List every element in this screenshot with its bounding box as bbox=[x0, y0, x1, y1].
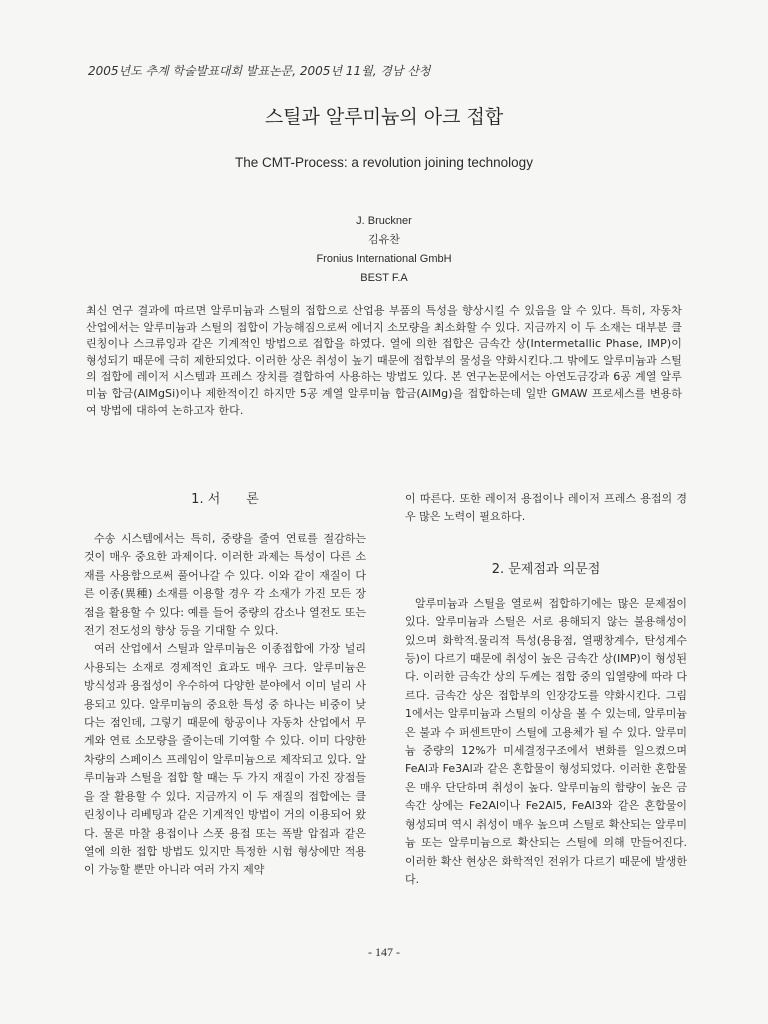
section2-paragraph: 알루미늄과 스틸을 열로써 접합하기에는 많은 문제점이 있다. 알루미늄과 스틸은 서로 용해되지 않는 불용해성이 있으며 화학적.물리적 특성(용융점, 열팽창계수, 탄성계수 등)이 다르기 때문에 취성이 높은 금속간 상(IMP)이 형성된다. 이러한 금속간 상의 두께는 접합 중의 입열량에 따라 다르다. 금속간 상은 접합부의 인장강도를 약화시킨다. 그림 1에서는 알루미늄과 스틸의 이상을 볼 수 있는데, 알루미늄은 불과 수 퍼센트만이 스틸에 고용체가 될 수 있다. 알루미늄 중량의 12%가 미세결정구조에서 변화를 일으켰으며 FeAl과 Fe3Al과 같은 혼합물이 형성되었다. 이러한 혼합물은 매우 단단하며 취성이 높다. 알루미늄의 함량이 높은 금속간 상에는 Fe2Al이나 Fe2Al5, FeAl3와 같은 혼합물이 형성되며 역시 취성이 매우 높으며 스틸로 확산되는 알루미늄 또는 알루미늄으로 확산되는 스틸에 의해 만들어진다. 이러한 확산 현상은 화학적인 전위가 다르기 때문에 발생한다. bbox=[405, 596, 687, 886]
section-heading-introduction: 1. 서 론 bbox=[191, 492, 259, 507]
author-block bbox=[0, 212, 768, 288]
section1-paragraph-1: 수송 시스템에서는 특히, 중량을 줄여 연료를 절감하는 것이 매우 중요한 과제이다. 이러한 과제는 특성이 다른 소재를 사용함으로써 풀어나갈 수 있다. 이와 같이 재질이 다른 이종(異種) 소재를 이용할 경우 각 소재가 가진 모든 장점을 활용할 수 있다: 예를 들어 중량의 감소나 열전도 또는 전기 전도성의 향상 등을 기대할 수 있다. bbox=[84, 532, 366, 638]
author-name-2: 김유찬 bbox=[368, 234, 400, 246]
right-column bbox=[405, 490, 687, 889]
affiliation-2: BEST F.A bbox=[360, 272, 408, 284]
abstract-text: 최신 연구 결과에 따르면 알루미늄과 스틸의 접합으로 산업용 부품의 특성을 향상시킬 수 있음을 알 수 있다. 특히, 자동차 산업에서는 알루미늄과 스틸의 접합이 가능해짐으로써 에너지 소모량을 최소화할 수 있다. 지금까지 이 두 소재는 대부분 클린칭이나 스크류잉과 같은 기계적인 방법으로 접합을 하였다. 열에 의한 접합은 금속간 상(Intermetallic Phase, IMP)이 형성되기 때문에 극히 제한되었다. 이러한 상은 취성이 높기 때문에 접합부의 물성을 약화시킨다.그 밖에도 알루미늄과 스틸의 접합에 레이저 시스템과 프레스 장치를 결합하여 사용하는 방법도 있다. 본 연구논문에서는 아연도금강과 6공 계열 알루미늄 합금(AlMgSi)이나 제한적이긴 하지만 5공 계열 알루미늄 합금(AlMg)을 접합하는데 일반 GMAW 프로세스를 변용하여 방법에 대하여 논하고자 한다. bbox=[86, 304, 682, 417]
section1-paragraph-2: 여러 산업에서 스틸과 알루미늄은 이종접합에 가장 널리 사용되는 소재로 경제적인 효과도 매우 크다. 알루미늄은 방식성과 용접성이 우수하여 다양한 분야에서 이미 널리 사용되고 있다. 알루미늄의 중요한 특성 중 하나는 비중이 낮다는 점인데, 그렇기 때문에 항공이나 자동차 산업에서 무게와 연료 소모량을 줄이는데 기여할 수 있다. 이미 다양한 차량의 스페이스 프레임이 알루미늄으로 제작되고 있다. 알루미늄과 스틸을 접합 할 때는 두 가지 재질이 가진 장점들을 잘 활용할 수 있다. 지금까지 이 두 재질의 접합에는 클린칭이나 리베팅과 같은 기계적인 방법이 거의 이용되어 왔다. 물론 마찰 용접이나 스폿 용접 또는 폭발 압접과 같은 열에 의한 접합 방법도 있지만 특정한 시험 형상에만 적용이 가능할 뿐만 아니라 여러 가지 제약 bbox=[84, 642, 366, 877]
title-english: The CMT-Process: a revolution joining technology bbox=[235, 155, 533, 170]
title-korean: 스틸과 알루미늄의 아크 접합 bbox=[264, 106, 504, 128]
author-name-1: J. Bruckner bbox=[356, 215, 412, 227]
section-heading-problems: 2. 문제점과 의문점 bbox=[491, 561, 601, 577]
affiliation-1: Fronius International GmbH bbox=[316, 253, 452, 265]
conference-header: 2005년도 추계 학술발표대회 발표논문, 2005년 11월, 경남 산청 bbox=[88, 64, 431, 78]
page-number: - 147 - bbox=[368, 945, 400, 959]
abstract bbox=[86, 303, 682, 419]
left-column bbox=[84, 490, 366, 880]
section1-continued-text: 이 따른다. 또한 레이저 용접이나 레이저 프레스 용접의 경우 많은 노력이 필요하다. bbox=[405, 492, 687, 524]
